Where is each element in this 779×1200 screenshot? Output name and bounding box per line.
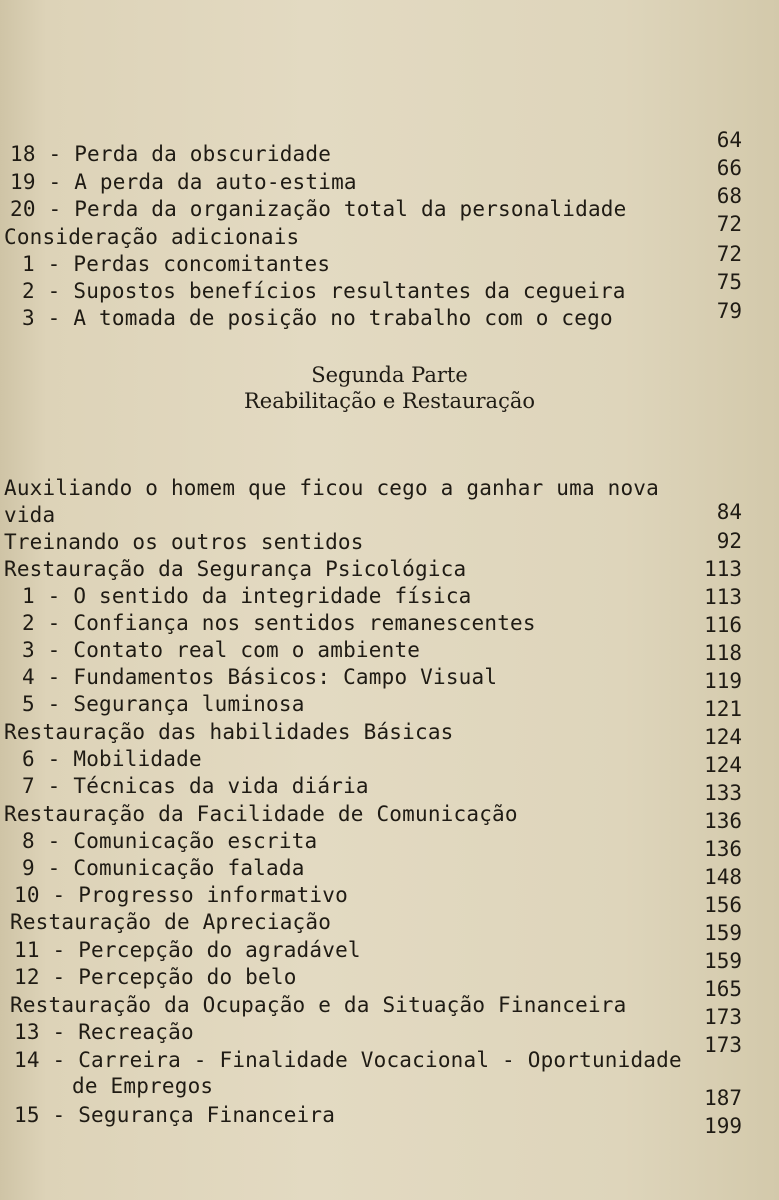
toc-entry-text: 5 - Segurança luminosa [22,692,305,716]
toc-entry-text: 1 - O sentido da integridade física [22,584,472,608]
toc-entry-text: 9 - Comunicação falada [22,856,305,880]
toc-entry-page: 68 [716,184,742,208]
toc-entry-page: 113 [704,585,742,609]
toc-entry-text: 6 - Mobilidade [22,747,202,771]
toc-entry-page: 124 [704,753,742,777]
part-title: Segunda Parte [311,363,468,387]
toc-entry-page: 84 [716,500,742,524]
toc-section-text: Restauração das habilidades Básicas [4,720,454,744]
toc-section-text: Restauração da Facilidade de Comunicação [4,802,518,826]
toc-entry-page: 66 [716,156,742,180]
toc-entry-page: 64 [716,128,742,152]
toc-entry-text: 3 - Contato real com o ambiente [22,638,421,662]
toc-entry-text: 11 - Percepção do agradável [14,938,361,962]
toc-entry-text: 2 - Confiança nos sentidos remanescentes [22,611,536,635]
toc-entry-page: 118 [704,641,742,665]
toc-section-text: Restauração da Segurança Psicológica [4,557,467,581]
toc-entry-text: 1 - Perdas concomitantes [22,252,331,276]
toc-entry-text: 15 - Segurança Financeira [14,1103,336,1127]
toc-section-text: Consideração adicionais [4,225,300,249]
toc-entry-page: 75 [716,270,742,294]
toc-entry-page: 165 [704,977,742,1001]
toc-entry-text: 20 - Perda da organização total da personalidade [10,197,627,221]
toc-entry-text: 13 - Recreação [14,1020,194,1044]
toc-entry-page: 133 [704,781,742,805]
toc-entry-page: 199 [704,1114,742,1138]
toc-entry-text: 4 - Fundamentos Básicos: Campo Visual [22,665,498,689]
toc-entry-text: 8 - Comunicação escrita [22,829,318,853]
toc-entry-page: 79 [716,299,742,323]
toc-section-text: Restauração da Ocupação e da Situação Financeira [10,993,627,1017]
toc-entry-text: 12 - Percepção do belo [14,965,297,989]
toc-entry-text: 10 - Progresso informativo [14,883,348,907]
toc-entry-page: 159 [704,949,742,973]
toc-entry-page: 116 [704,613,742,637]
toc-section-text: Treinando os outros sentidos [4,530,364,554]
toc-entry-text: 3 - A tomada de posição no trabalho com o cego [22,306,613,330]
toc-entry-page: 136 [704,837,742,861]
toc-entry-page: 92 [716,529,742,553]
toc-entry-page: 173 [704,1033,742,1057]
toc-entry-text: 14 - Carreira - Finalidade Vocacional - Oportunidade [14,1048,682,1072]
toc-entry-text: 7 - Técnicas da vida diária [22,774,369,798]
toc-section-text: vida [4,503,56,527]
toc-entry-page: 173 [704,1005,742,1029]
toc-entry-page: 119 [704,669,742,693]
toc-entry-page: 72 [716,212,742,236]
toc-entry-page: 121 [704,697,742,721]
toc-entry-page: 113 [704,557,742,581]
toc-entry-page: 124 [704,725,742,749]
toc-section-text: Auxiliando o homem que ficou cego a ganhar uma nova [4,476,659,500]
toc-section-text: Restauração de Apreciação [10,910,332,934]
toc-entry-page: 187 [704,1086,742,1110]
toc-entry-page: 136 [704,809,742,833]
toc-entry-page: 156 [704,893,742,917]
toc-entry-text: 2 - Supostos benefícios resultantes da cegueira [22,279,626,303]
toc-entry-page: 148 [704,865,742,889]
toc-entry-text: 18 - Perda da obscuridade [10,142,332,166]
part-subtitle: Reabilitação e Restauração [244,389,535,413]
toc-entry-page: 159 [704,921,742,945]
toc-entry-text: de Empregos [72,1074,214,1098]
toc-entry-page: 72 [716,242,742,266]
toc-entry-text: 19 - A perda da auto-estima [10,170,357,194]
